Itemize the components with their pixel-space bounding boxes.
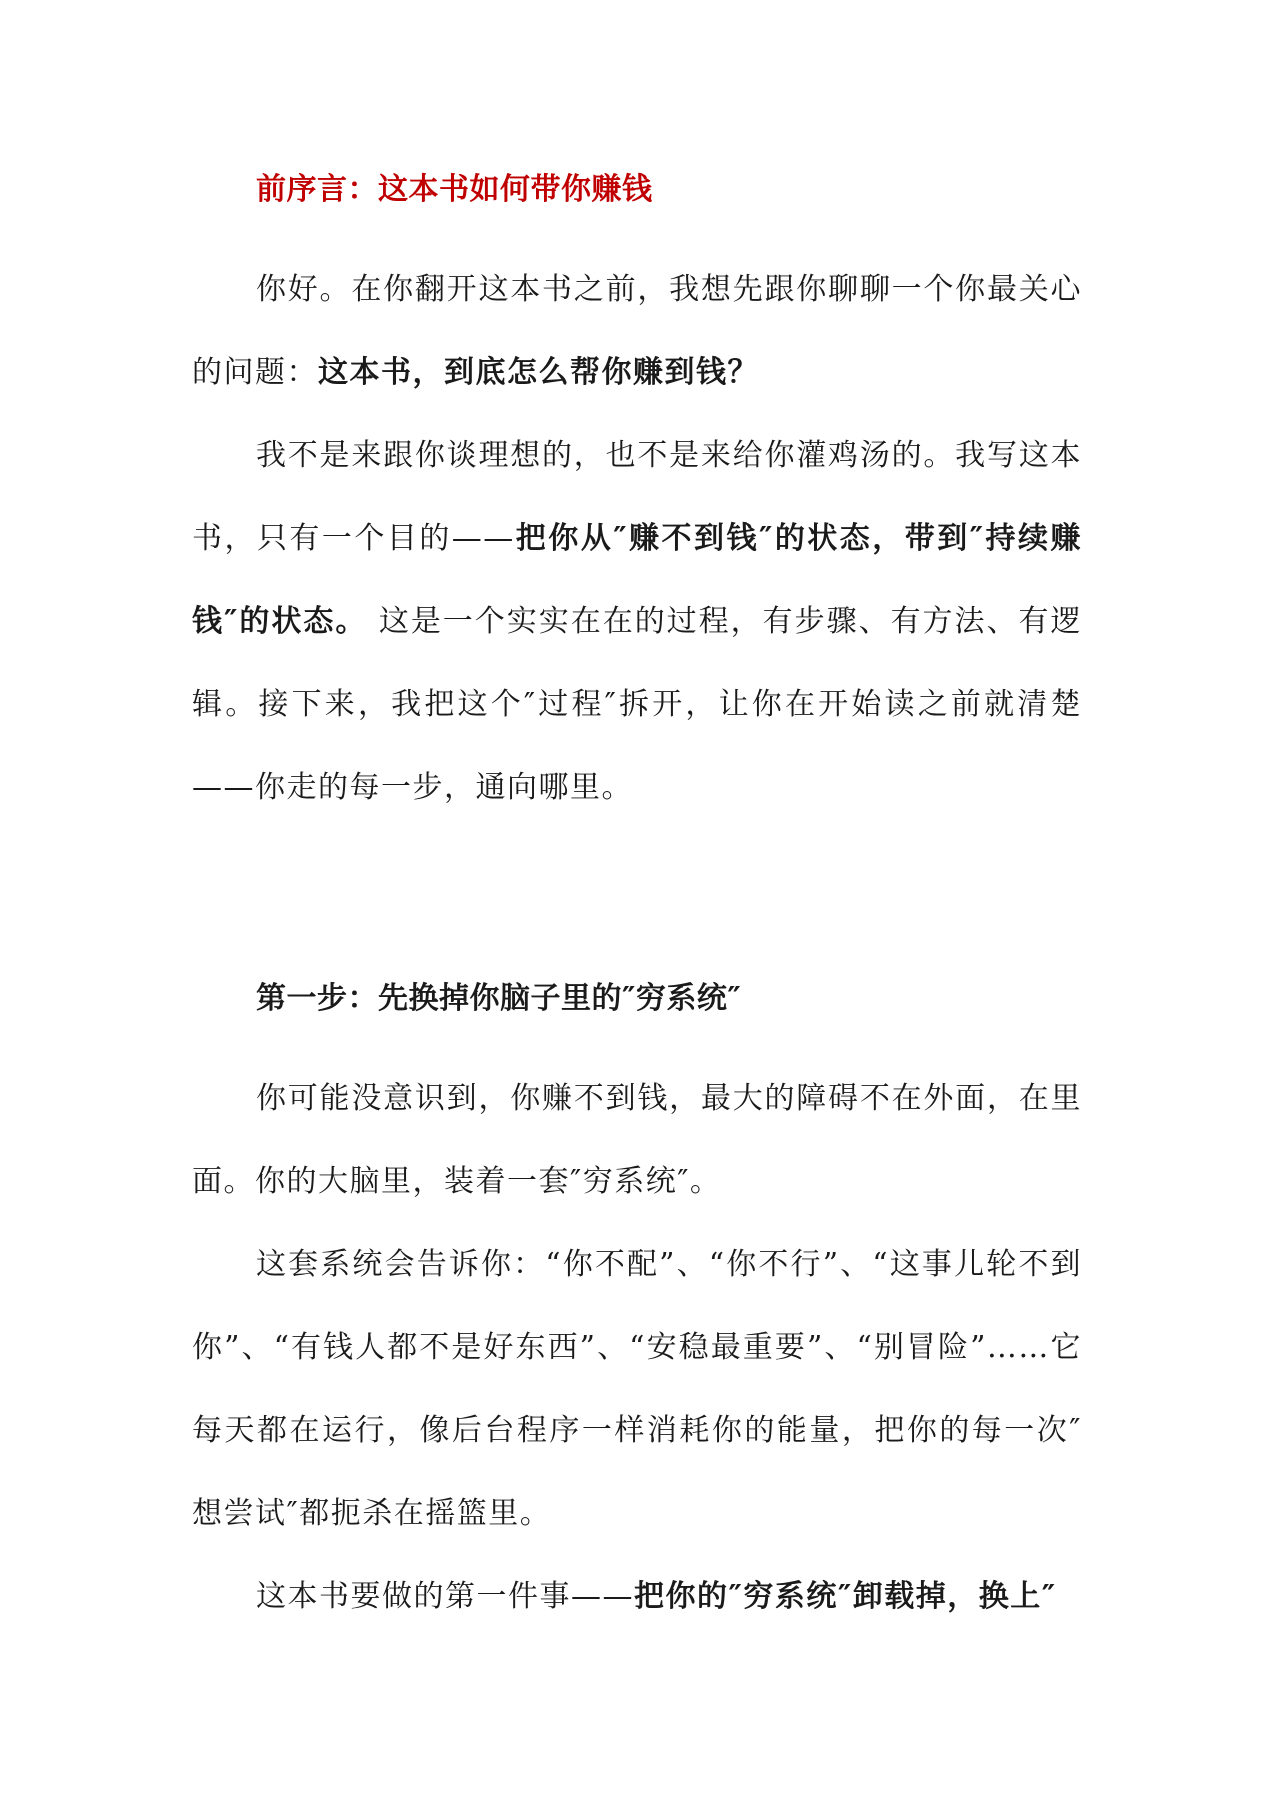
intro-p2-text-rest: 这是一个实实在在的过程，有步骤、有方法、有逻辑。接下来，我把这个″过程″拆开，让你在开始读之前就清楚——你走的每一步，通向哪里。: [192, 604, 1082, 805]
step1-heading: 第一步：先换掉你脑子里的″穷系统″: [256, 981, 742, 1016]
intro-p1-text: 你好。在你翻开这本书之前，我想先跟你聊聊一个你最关心的问题：: [192, 272, 1082, 390]
intro-p2-bold-goal: 把你从″赚不到钱″的状态，带到″持续赚钱″的状态。: [192, 521, 1083, 639]
step1-p3-bold: 把你的″穷系统″卸载掉，换上″: [634, 1579, 1057, 1614]
step1-paragraph-2: 这套系统会告诉你：“你不配”、“你不行”、“这事儿轮不到你”、“有钱人都不是好东西”、“安稳最重要”、“别冒险”……它每天都在运行，像后台程序一样消耗你的能量，把你的每一次″想尝试″都扼杀在摇篮里。: [192, 1247, 1082, 1531]
document-page: [192, 170, 1082, 1638]
intro-paragraph-2: [192, 414, 1082, 829]
intro-paragraph-1: [192, 248, 1082, 414]
intro-p1-bold-question: 这本书，到底怎么帮你赚到钱？: [318, 355, 759, 390]
preface-title: 前序言：这本书如何带你赚钱: [256, 172, 653, 207]
step1-paragraph-1: 你可能没意识到，你赚不到钱，最大的障碍不在外面，在里面。你的大脑里，装着一套″穷系统″。: [192, 1081, 1082, 1199]
step1-paragraph-3: [192, 1555, 1082, 1638]
intro-p2-text: 我不是来跟你谈理想的，也不是来给你灌鸡汤的。我写这本书，只有一个目的——: [192, 438, 1082, 556]
step1-p3-text: 这本书要做的第一件事——: [256, 1579, 634, 1614]
